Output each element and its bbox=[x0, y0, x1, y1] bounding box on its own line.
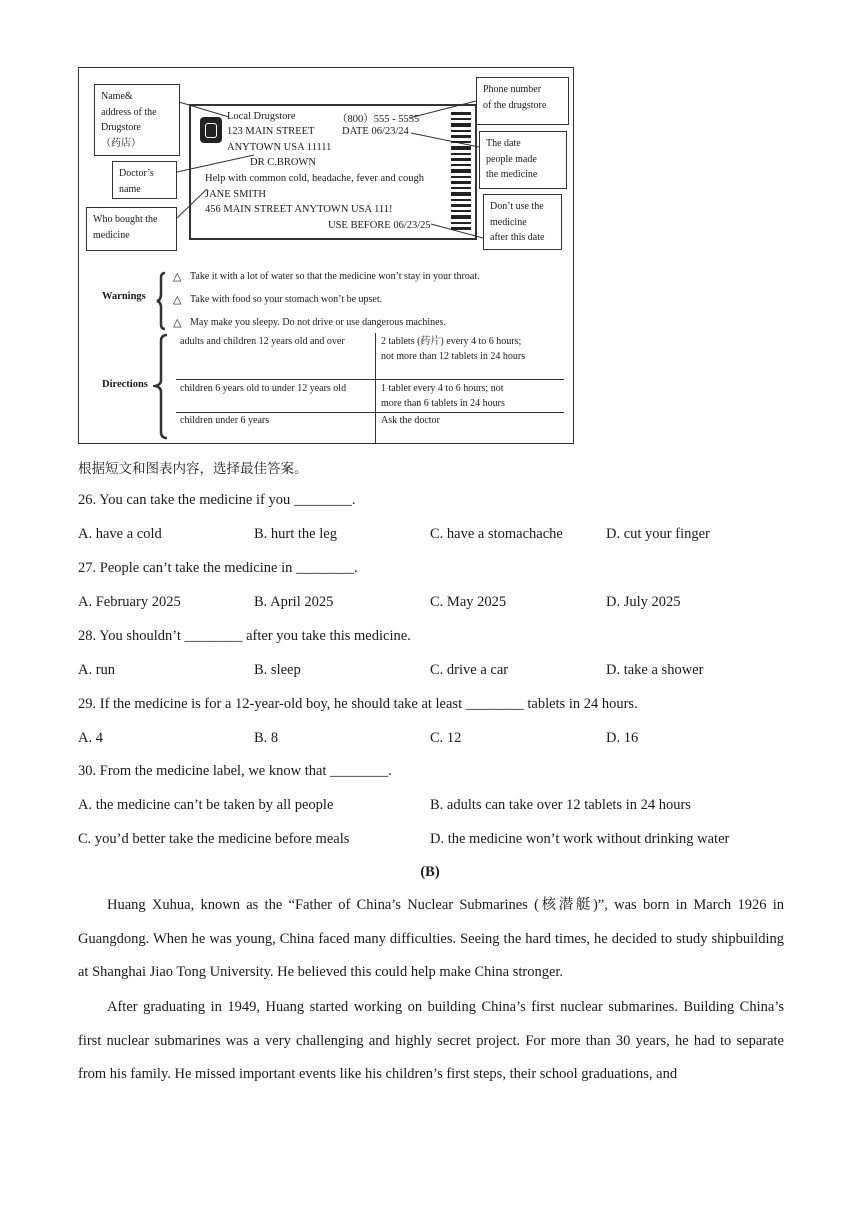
question-stem: 29. If the medicine is for a 12-year-old boy, he should take at least ________ tablets in 24 hours. bbox=[78, 696, 638, 712]
callout-text: Drugstore bbox=[101, 122, 141, 133]
option-c[interactable]: C. drive a car bbox=[430, 662, 509, 678]
direction-who: children 6 years old to under 12 years old bbox=[180, 383, 347, 394]
callout-text: address of the bbox=[101, 106, 157, 118]
option-a[interactable]: A. February 2025 bbox=[78, 594, 181, 610]
callout-text: Name& bbox=[101, 91, 133, 102]
directions-title: Directions bbox=[102, 379, 148, 390]
table-divider bbox=[375, 333, 376, 443]
table-rule bbox=[176, 379, 564, 380]
option-c[interactable]: C. 12 bbox=[430, 730, 462, 746]
direction-dose: not more than 12 tablets in 24 hours bbox=[381, 351, 526, 362]
option-a[interactable]: A. the medicine can’t be taken by all people bbox=[78, 797, 334, 813]
label-date: DATE 06/23/24 bbox=[342, 126, 409, 137]
use-before-date: USE BEFORE 06/23/25 bbox=[328, 220, 431, 231]
warning-item: Take it with a lot of water so that the medicine won’t stay in your throat. bbox=[190, 271, 480, 282]
callout-text: （药店） bbox=[101, 137, 141, 149]
warning-item: May make you sleepy. Do not drive or use dangerous machines. bbox=[190, 317, 446, 328]
callout-text: medicine bbox=[93, 229, 130, 241]
callout-buyer bbox=[86, 207, 177, 251]
usage-text: Help with common cold, headache, fever and cough bbox=[205, 173, 424, 184]
store-phone: （800）555 - 5555 bbox=[337, 114, 420, 125]
option-c[interactable]: C. have a stomachache bbox=[430, 526, 563, 542]
callout-text: after this date bbox=[490, 232, 545, 243]
option-b[interactable]: B. hurt the leg bbox=[254, 526, 337, 542]
option-b[interactable]: B. adults can take over 12 tablets in 24 hours bbox=[430, 797, 691, 813]
triangle-icon: △ bbox=[173, 271, 182, 283]
triangle-icon: △ bbox=[173, 317, 182, 329]
question-stem: 28. You shouldn’t ________ after you take this medicine. bbox=[78, 628, 411, 644]
callout-text: the medicine bbox=[486, 169, 538, 180]
option-d[interactable]: D. the medicine won’t work without drinking water bbox=[430, 831, 730, 847]
option-a[interactable]: A. run bbox=[78, 662, 116, 678]
passage-paragraph: Huang Xuhua, known as the “Father of China’s Nuclear Submarines (核潜艇)”, was born in March 1926 in Guangdong. When he was young, China faced many difficulties. Seeing the hard times, he decided to study shipbuilding at Shanghai Jiao Tong University. He believed this could help make China stronger. bbox=[78, 897, 784, 981]
callout-name-address bbox=[94, 84, 180, 156]
instruction-text: 根据短文和图表内容，选择最佳答案。 bbox=[78, 461, 308, 477]
warnings-brace bbox=[155, 270, 175, 332]
store-name: Local Drugstore bbox=[227, 111, 296, 122]
warnings-title: Warnings bbox=[102, 291, 146, 302]
option-b[interactable]: B. 8 bbox=[254, 730, 279, 746]
callout-doctor bbox=[112, 161, 177, 199]
option-a[interactable]: A. have a cold bbox=[78, 526, 162, 542]
callout-text: Doctor’s bbox=[119, 168, 154, 179]
option-c[interactable]: C. you’d better take the medicine before meals bbox=[78, 831, 350, 847]
medicine-label-figure bbox=[78, 67, 574, 444]
option-b[interactable]: B. April 2025 bbox=[254, 594, 334, 610]
callout-text: people made bbox=[486, 153, 537, 165]
callout-text: medicine bbox=[490, 216, 527, 228]
patient-address: 456 MAIN STREET ANYTOWN USA 111! bbox=[205, 204, 393, 215]
callout-text: Phone number bbox=[483, 84, 542, 95]
direction-dose: 1 tablet every 4 to 6 hours; not bbox=[381, 383, 504, 394]
question-stem: 26. You can take the medicine if you ________. bbox=[78, 492, 356, 508]
direction-dose: more than 6 tablets in 24 hours bbox=[381, 398, 505, 409]
warning-item: Take with food so your stomach won’t be upset. bbox=[190, 294, 383, 305]
section-heading: (B) bbox=[420, 864, 440, 880]
callout-text: of the drugstore bbox=[483, 99, 547, 111]
option-d[interactable]: D. cut your finger bbox=[606, 526, 710, 542]
question-stem: 27. People can’t take the medicine in ________. bbox=[78, 560, 358, 576]
option-c[interactable]: C. May 2025 bbox=[430, 594, 507, 610]
callout-text: Don’t use the bbox=[490, 201, 544, 212]
medicine-bottle-icon bbox=[200, 117, 222, 143]
option-d[interactable]: D. July 2025 bbox=[606, 594, 681, 610]
direction-who: adults and children 12 years old and over bbox=[180, 336, 345, 347]
callout-date-made bbox=[479, 131, 567, 189]
doctor-name: DR C.BROWN bbox=[250, 157, 316, 168]
triangle-icon: △ bbox=[173, 294, 182, 306]
callout-text: Who bought the bbox=[93, 214, 158, 225]
option-a[interactable]: A. 4 bbox=[78, 730, 103, 746]
option-d[interactable]: D. take a shower bbox=[606, 662, 704, 678]
callout-phone bbox=[476, 77, 569, 125]
patient-name: JANE SMITH bbox=[205, 189, 266, 200]
direction-who: children under 6 years bbox=[180, 415, 270, 426]
callout-text: name bbox=[119, 183, 141, 195]
passage-paragraph: After graduating in 1949, Huang started working on building China’s first nuclear submarines. Building China’s first nuclear submarines was a very challenging and highly secret project. For more than 30 years, he had to separate from his family. He missed important events like his children’s first steps, their school graduations, and bbox=[78, 999, 784, 1083]
callout-text: The date bbox=[486, 138, 521, 149]
store-street: 123 MAIN STREET bbox=[227, 126, 315, 137]
option-d[interactable]: D. 16 bbox=[606, 730, 639, 746]
callout-expiry bbox=[483, 194, 562, 250]
direction-dose: Ask the doctor bbox=[381, 415, 440, 426]
store-city: ANYTOWN USA 11111 bbox=[227, 142, 332, 153]
option-b[interactable]: B. sleep bbox=[254, 662, 301, 678]
question-stem: 30. From the medicine label, we know that ________. bbox=[78, 763, 392, 779]
direction-dose: 2 tablets (药片) every 4 to 6 hours; bbox=[381, 336, 522, 347]
directions-brace bbox=[151, 332, 175, 442]
